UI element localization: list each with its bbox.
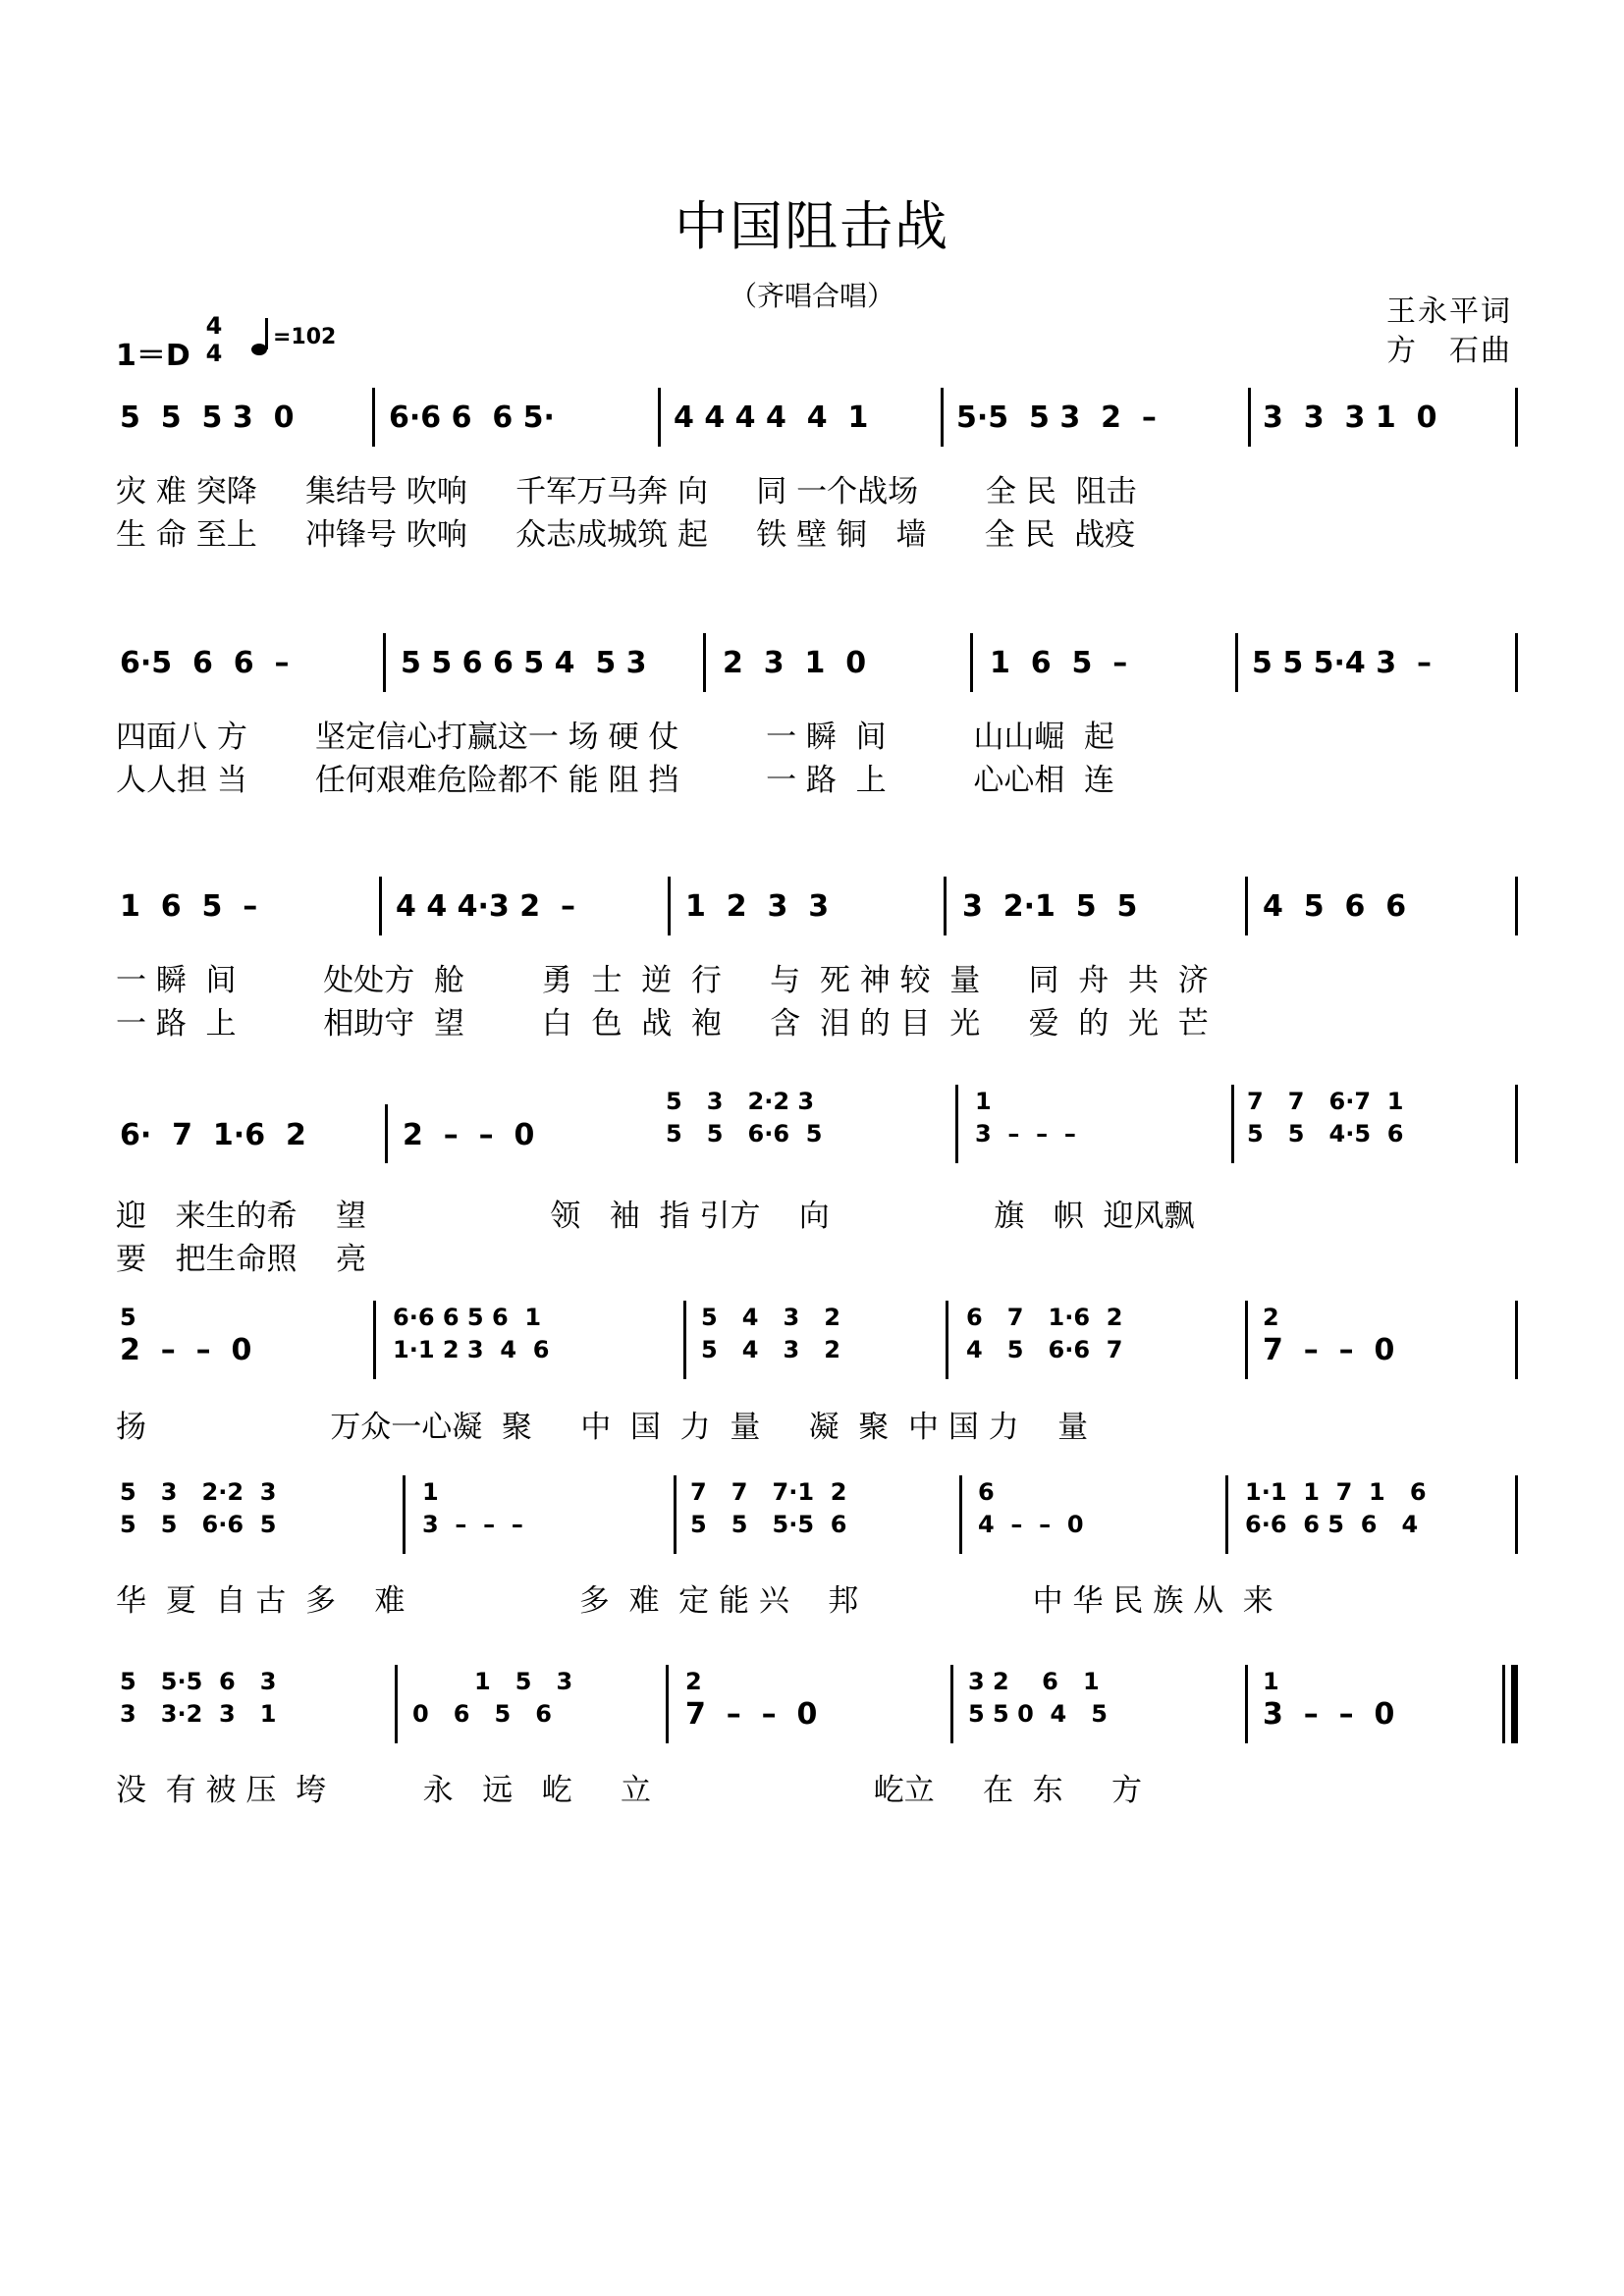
measure: 3 2·1 5 5 <box>962 888 1138 924</box>
measure: 6· 7 1·6 2 <box>120 1117 306 1152</box>
upper-voice: 2 <box>685 1668 702 1695</box>
measure: 2 – – 0 <box>403 1117 535 1152</box>
upper-voice: 1 5 3 <box>474 1668 573 1695</box>
lyric-line: 一 瞬 间 处处方 舱 勇 士 逆 行 与 死 神 较 量 同 舟 共 济 <box>116 963 1209 998</box>
lyric-line: 灾 难 突降 集结号 吹响 千军万马奔 向 同 一个战场 全 民 阻击 <box>116 474 1137 509</box>
lyric-line: 一 路 上 相助守 望 白 色 战 袍 含 泪 的 目 光 爱 的 光 芒 <box>116 1006 1209 1041</box>
upper-voice: 2 <box>1263 1304 1279 1331</box>
lyric-line: 迎 来生的希 望 领 袖 指 引方 向 旗 帜 迎风飘 <box>116 1199 1195 1234</box>
upper-voice: 1 <box>422 1478 439 1506</box>
measure: 0 6 5 6 <box>412 1700 552 1728</box>
measure: 5 5 6 6 5 4 5 3 <box>401 645 647 680</box>
measure: 1 6 5 – <box>120 888 258 924</box>
measure: 5 5 5·4 3 – <box>1252 645 1432 680</box>
time-signature-top: 4 <box>205 312 223 340</box>
measure: 5 5 6·6 5 <box>666 1120 823 1148</box>
lyric-line: 四面八 方 坚定信心打赢这一 场 硬 仗 一 瞬 间 山山崛 起 <box>116 720 1115 755</box>
measure: 5 5 5·5 6 <box>690 1511 847 1538</box>
measure: 1 6 5 – <box>990 645 1128 680</box>
upper-voice: 1 <box>975 1088 992 1115</box>
time-signature <box>203 312 225 367</box>
lyricist-credit: 王永平词 <box>1386 294 1512 329</box>
measure: 7 – – 0 <box>685 1696 818 1732</box>
measure: 4 4 4 4 4 1 <box>674 400 869 435</box>
measure: 7 – – 0 <box>1263 1332 1395 1367</box>
measure: 6·6 6 5 6 4 <box>1245 1511 1419 1538</box>
upper-voice: 5 4 3 2 <box>701 1304 840 1331</box>
lyric-line: 人人担 当 任何艰难危险都不 能 阻 挡 一 路 上 心心相 连 <box>116 763 1115 798</box>
measure: 6·5 6 6 – <box>120 645 290 680</box>
upper-voice: 6·6 6 5 6 1 <box>393 1304 542 1331</box>
upper-voice: 6 7 1·6 2 <box>966 1304 1123 1331</box>
key-signature: 1＝D <box>116 339 190 373</box>
upper-voice: 5 3 2·2 3 <box>120 1478 277 1506</box>
measure: 5 5 5 3 0 <box>120 400 295 435</box>
measure: 4 4 4·3 2 – <box>396 888 575 924</box>
measure: 3 3·2 3 1 <box>120 1700 277 1728</box>
quarter-note-icon <box>250 316 272 357</box>
measure: 3 – – – <box>975 1120 1076 1148</box>
measure: 5 4 3 2 <box>701 1336 840 1363</box>
time-signature-bottom: 4 <box>205 340 223 367</box>
composer-credit: 方 石曲 <box>1386 334 1512 368</box>
upper-voice: 6 <box>978 1478 995 1506</box>
upper-voice: 5 5·5 6 3 <box>120 1668 277 1695</box>
measure: 2 3 1 0 <box>723 645 867 680</box>
song-title: 中国阻击战 <box>675 195 949 257</box>
upper-voice: 3 2 6 1 <box>968 1668 1100 1695</box>
upper-voice: 7 7 6·7 1 <box>1247 1088 1404 1115</box>
measure: 5 5 4·5 6 <box>1247 1120 1404 1148</box>
upper-voice: 5 <box>120 1304 136 1331</box>
measure: 5·5 5 3 2 – <box>956 400 1157 435</box>
measure: 2 – – 0 <box>120 1332 252 1367</box>
measure: 6·6 6 6 5· <box>389 400 555 435</box>
measure: 3 – – – <box>422 1511 523 1538</box>
song-subtitle: （齐唱合唱） <box>729 280 894 312</box>
lyric-line: 华 夏 自 古 多 难 多 难 定 能 兴 邦 中 华 民 族 从 来 <box>116 1583 1273 1619</box>
measure: 1·1 2 3 4 6 <box>393 1336 550 1363</box>
lyric-line: 要 把生命照 亮 <box>116 1242 366 1277</box>
measure: 5 5 0 4 5 <box>968 1700 1108 1728</box>
measure: 4 5 6 6 <box>1263 888 1407 924</box>
lyric-line: 生 命 至上 冲锋号 吹响 众志成城筑 起 铁 壁 铜 墙 全 民 战疫 <box>116 517 1136 553</box>
measure: 5 5 6·6 5 <box>120 1511 277 1538</box>
lyric-line: 没 有 被 压 垮 永 远 屹 立 屹立 在 东 方 <box>116 1773 1142 1808</box>
upper-voice: 1·1 1 7 1 6 <box>1245 1478 1427 1506</box>
measure: 4 5 6·6 7 <box>966 1336 1123 1363</box>
upper-voice: 5 3 2·2 3 <box>666 1088 815 1115</box>
measure: 3 3 3 1 0 <box>1263 400 1437 435</box>
upper-voice: 7 7 7·1 2 <box>690 1478 847 1506</box>
measure: 1 2 3 3 <box>685 888 830 924</box>
lyric-line: 扬 万众一心凝 聚 中 国 力 量 凝 聚 中 国 力 量 <box>116 1410 1089 1445</box>
measure: 3 – – 0 <box>1263 1696 1395 1732</box>
upper-voice: 1 <box>1263 1668 1279 1695</box>
measure: 4 – – 0 <box>978 1511 1084 1538</box>
